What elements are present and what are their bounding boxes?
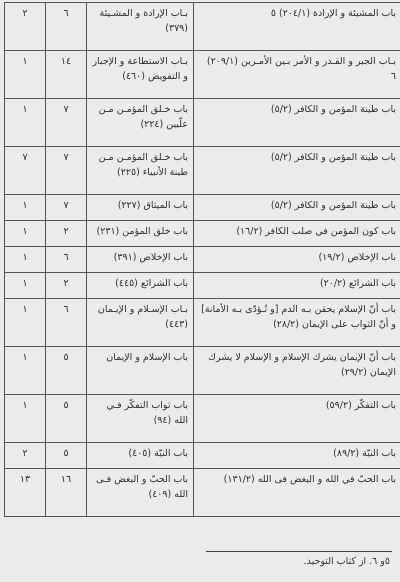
count-cell: ١ (5, 99, 46, 147)
count-cell: ١ (5, 395, 46, 443)
chapter-cell: باب كون المؤمن في صلب الكافر (١٦/٢) (194, 221, 400, 247)
footnote: ٥و ٦. از كتاب التوحيد. (303, 556, 390, 567)
chapter-cell: باب المشيئة و الإرادة (٢٠٤/١) ٥ (194, 3, 400, 51)
count-cell: ٥ (46, 347, 87, 395)
source-cell: باب النيّة (٤٠٥) (87, 443, 194, 469)
table-row (5, 147, 400, 195)
table-row (5, 195, 400, 221)
count-cell: ١٣ (5, 469, 46, 517)
source-cell: باب الشرائع (٤٤٥) (87, 273, 194, 299)
table-row (5, 3, 400, 51)
source-cell: باب خـلق المؤمـن مـن علّيين (٢٢٤) (87, 99, 194, 147)
source-cell: باب خـلق المؤمـن مـن طينة الأنبياء (٢٢٥) (87, 147, 194, 195)
source-cell: باب الإخلاص (٣٩١) (87, 247, 194, 273)
table-row (5, 395, 400, 443)
chapter-cell: باب طينة المؤمن و الكافر (٥/٢) (194, 99, 400, 147)
chapter-cell: بـاب الجبر و القـدر و الأمر بـين الأمـرين (٢٠٩/١) ٦ (194, 51, 400, 99)
comparison-table (4, 2, 400, 517)
table-row (5, 51, 400, 99)
count-cell: ٧ (46, 147, 87, 195)
chapter-cell: باب الحبّ في الله و البغض فى الله (١٣١/٢) (194, 469, 400, 517)
count-cell: ٧ (46, 99, 87, 147)
table-row (5, 221, 400, 247)
table-row (5, 347, 400, 395)
chapter-cell: باب طينة المؤمن و الكافر (٥/٢) (194, 147, 400, 195)
source-cell: باب ثواب التفكّر فـي الله (٩٤) (87, 395, 194, 443)
source-cell: بـاب الإسـلام و الإيـمان (٤٤٣) (87, 299, 194, 347)
source-cell: باب خلق المؤمن (٢٣١) (87, 221, 194, 247)
chapter-cell: باب الإخلاص (١٩/٢) (194, 247, 400, 273)
chapter-cell: باب التفكّر (٥٩/٢) (194, 395, 400, 443)
count-cell: ٦ (46, 299, 87, 347)
count-cell: ١٦ (46, 469, 87, 517)
count-cell: ٥ (46, 443, 87, 469)
count-cell: ١ (5, 299, 46, 347)
count-cell: ١ (5, 273, 46, 299)
count-cell: ٢ (5, 443, 46, 469)
count-cell: ١ (5, 221, 46, 247)
count-cell: ١ (5, 51, 46, 99)
count-cell: ٢ (46, 273, 87, 299)
count-cell: ٦ (46, 247, 87, 273)
table-row (5, 469, 400, 517)
count-cell: ٢ (5, 3, 46, 51)
source-cell: باب الحبّ و البغض فـى الله (٤٠٩) (87, 469, 194, 517)
chapter-cell: باب أنّ الإيمان يشرك الإسلام و الإسلام لا يشرك الإيمان (٢٩/٢) (194, 347, 400, 395)
count-cell: ٦ (46, 3, 87, 51)
table-row (5, 443, 400, 469)
count-cell: ٧ (46, 195, 87, 221)
source-cell: باب الإسلام و الإيمان (87, 347, 194, 395)
table-row (5, 99, 400, 147)
table-row (5, 247, 400, 273)
count-cell: ١ (5, 247, 46, 273)
count-cell: ٥ (46, 395, 87, 443)
chapter-cell: باب طينة المؤمن و الكافر (٥/٢) (194, 195, 400, 221)
count-cell: ٢ (46, 221, 87, 247)
chapter-cell: باب أنّ الإسلام يحقن بـه الدم [و تُـؤدّى بـه الأمانة] و أنّ الثواب على الإيمان (٢٨/٢) (194, 299, 400, 347)
count-cell: ١٤ (46, 51, 87, 99)
footnote-rule (206, 551, 392, 552)
count-cell: ١ (5, 195, 46, 221)
chapter-cell: باب الشرائع (٢٠/٢) (194, 273, 400, 299)
chapter-cell: باب النيّة (٨٩/٢) (194, 443, 400, 469)
source-cell: باب الميثاق (٢٢٧) (87, 195, 194, 221)
source-cell: بـاب الإرادة و المشـيئة (٣٧٩) (87, 3, 194, 51)
source-cell: بـاب الاستطاعة و الإجبار و التفويض (٤٦٠) (87, 51, 194, 99)
table-row (5, 273, 400, 299)
count-cell: ٧ (5, 147, 46, 195)
count-cell: ١ (5, 347, 46, 395)
table-row (5, 299, 400, 347)
